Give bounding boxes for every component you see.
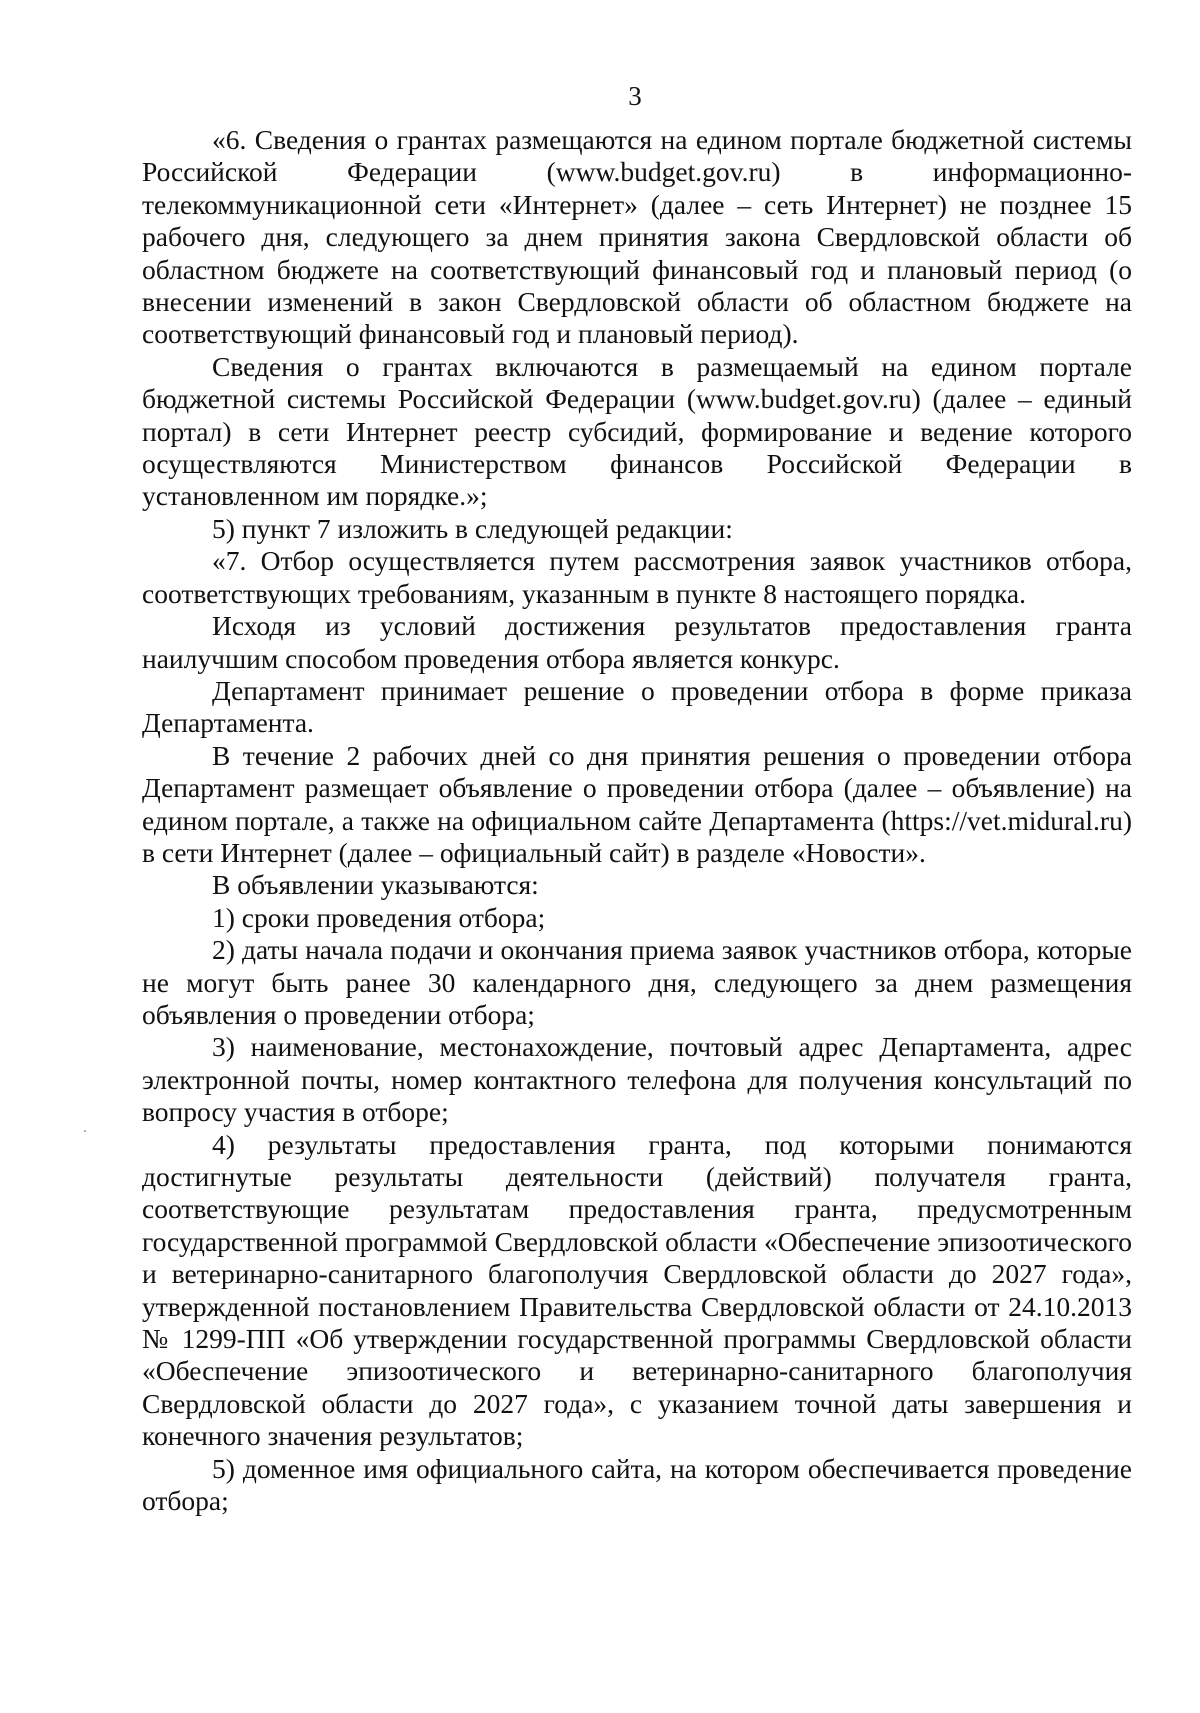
paragraph-item-5-amendment: 5) пункт 7 изложить в следующей редакции:: [212, 512, 733, 544]
list-item-2-application-dates: 2) даты начала подачи и окончания приема заявок участников отбора, которые не могут быть ранее 30 календарного дня, следующего за днем размещения объявления о проведении отбора;: [142, 934, 1132, 1030]
page-number: 3: [628, 81, 642, 111]
paragraph-selection-procedure: «7. Отбор осуществляется путем рассмотрения заявок участников отбора, соответствующих требованиям, указанным в пункте 8 настоящего порядка.: [142, 545, 1132, 609]
list-item-4-grant-results: 4) результаты предоставления гранта, под которыми понимаются достигнутые результаты деятельности (действий) получателя гранта, соответствующие результатам предоставления гранта, предусмотренным государственной программой Свердловской области «Обеспечение эпизоотического и ветеринарно-санитарного благополучия Свердловской области до 2027 года», утвержденной постановлением Правительства Свердловской области от 24.10.2013 № 1299-ПП «Об утверждении государственной программы Свердловской области «Обеспечение эпизоотического и ветеринарно-санитарного благополучия Свердловской области до 2027 года», с указанием точной даты завершения и конечного значения результатов;: [142, 1128, 1132, 1452]
paragraph-subsidy-registry: Сведения о грантах включаются в размещаемый на едином портале бюджетной системы Российской Федерации (www.budget.gov.ru) (далее – единый портал) в сети Интернет реестр субсидий, формирование и ведение которого осуществляются Министерством финансов Российской Федерации в установленном им порядке.»;: [142, 350, 1132, 512]
list-item-1-selection-terms: 1) сроки проведения отбора;: [212, 901, 546, 933]
paragraph-department-decision: Департамент принимает решение о проведении отбора в форме приказа Департамента.: [142, 674, 1132, 739]
paragraph-selection-method: Исходя из условий достижения результатов предоставления гранта наилучшим способом проведения отбора является конкурс.: [142, 610, 1132, 674]
scan-speck: [84, 1130, 86, 1132]
document-body: [142, 124, 1132, 1517]
list-item-5-website-domain: 5) доменное имя официального сайта, на котором обеспечивается проведение отбора;: [142, 1452, 1132, 1517]
paragraph-announcement-placement: В течение 2 рабочих дней со дня принятия решения о проведении отбора Департамент размещает объявление о проведении отбора (далее – объявление) на едином портале, а также на официальном сайте Департамента (https://vet.midural.ru) в сети Интернет (далее – официальный сайт) в разделе «Новости».: [142, 739, 1132, 868]
paragraph-announcement-contents: В объявлении указываются:: [212, 869, 539, 901]
list-item-3-department-contacts: 3) наименование, местонахождение, почтовый адрес Департамента, адрес электронной почты, номер контактного телефона для получения консультаций по вопросу участия в отборе;: [142, 1031, 1132, 1128]
paragraph-grant-info-publication: «6. Сведения о грантах размещаются на едином портале бюджетной системы Российской Федерации (www.budget.gov.ru) в информационно-телекоммуникационной сети «Интернет» (далее – сеть Интернет) не позднее 15 рабочего дня, следующего за днем принятия закона Свердловской области об областном бюджете на соответствующий финансовый год и плановый период (о внесении изменений в закон Свердловской области об областном бюджете на соответствующий финансовый год и плановый период).: [142, 124, 1132, 350]
